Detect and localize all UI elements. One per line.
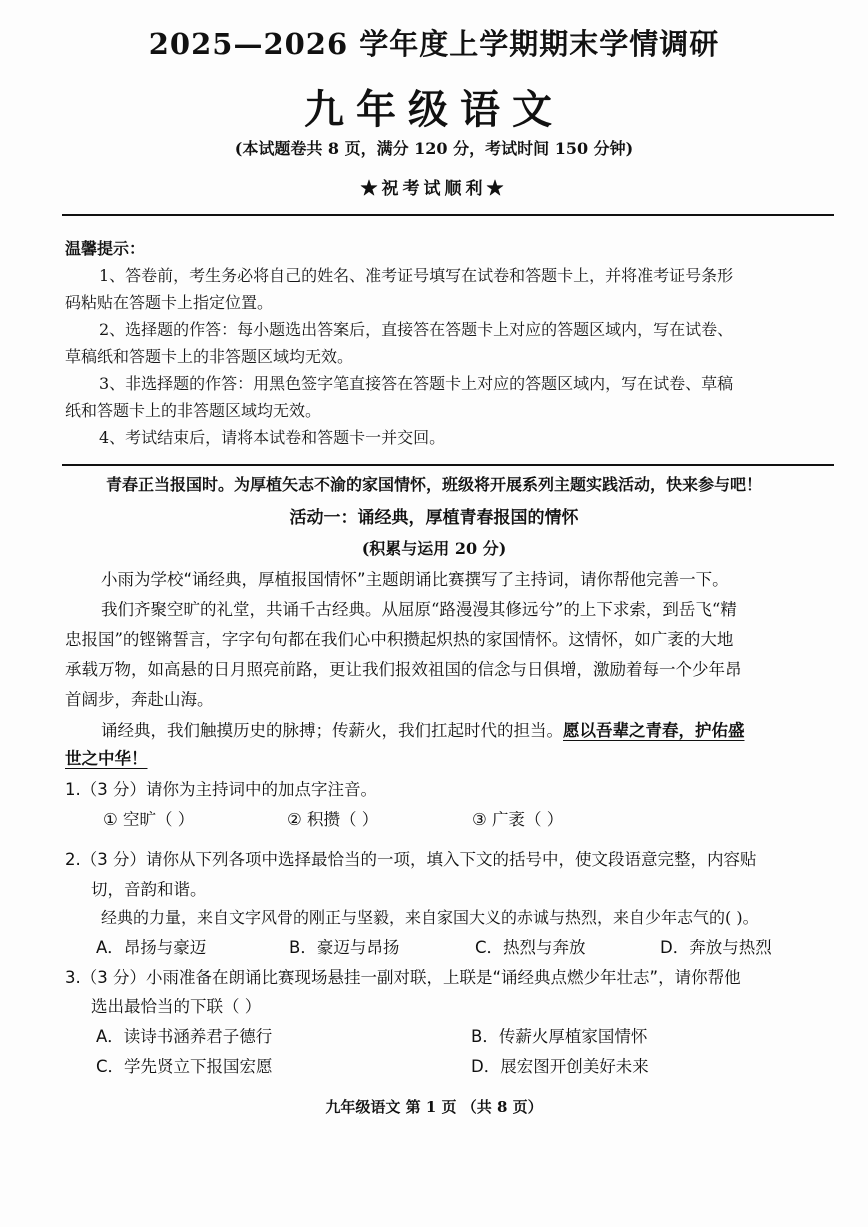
header-divider [62, 214, 834, 216]
intro-line: 青春正当报国时。为厚植矢志不渝的家国情怀，班级将开展系列主题实践活动，快来参与吧！ [105, 475, 762, 494]
q1-item-2: ② 积攒（ ） [287, 810, 379, 829]
exam-title: 2025—2026 学年度上学期期末学情调研 [148, 27, 720, 61]
notice-title: 温馨提示： [65, 239, 146, 258]
host-para-line-4: 首阔步，奔赴山海。 [65, 690, 214, 709]
host-para2-text: 诵经典，我们触摸历史的脉搏；传薪火，我们扛起时代的担当。 [101, 721, 563, 740]
good-luck-line: ★祝考试顺利★ [360, 179, 508, 199]
notice-item-3a: 3、非选择题的作答：用黑色签字笔直接答在答题卡上对应的答题区域内，写在试卷、草稿 [99, 374, 734, 393]
question-3-stem-b: 选出最恰当的下联（ ） [91, 997, 262, 1016]
q3-option-b: B．传薪火厚植家国情怀 [471, 1027, 648, 1046]
notice-item-1b: 码粘贴在答题卡上指定位置。 [65, 293, 274, 312]
activity-lead: 小雨为学校“诵经典，厚植报国情怀”主题朗诵比赛撰写了主持词，请你帮他完善一下。 [101, 570, 729, 589]
q3-option-d: D．展宏图开创美好未来 [471, 1057, 649, 1076]
question-3-stem-a: 3.（3 分）小雨准备在朗诵比赛现场悬挂一副对联，上联是“诵经典点燃少年壮志”，请你帮他 [65, 968, 741, 987]
notice-divider [62, 464, 834, 466]
underlined-sentence-end: 世之中华！ [65, 749, 148, 768]
question-1-stem: 1.（3 分）请你为主持词中的加点字注音。 [65, 780, 377, 799]
notice-item-2b: 草稿纸和答题卡上的非答题区域均无效。 [65, 347, 354, 366]
activity-title: 活动一：诵经典，厚植青春报国的情怀 [289, 508, 579, 528]
q2-option-a: A．昂扬与豪迈 [96, 938, 207, 957]
notice-item-3b: 纸和答题卡上的非答题区域均无效。 [65, 401, 322, 420]
question-2-stem-a: 2.（3 分）请你从下列各项中选择最恰当的一项，填入下文的括号中，使文段语意完整，内容贴 [65, 850, 757, 869]
subject-heading: 九年级语文 [304, 86, 564, 133]
activity-subtitle: (积累与运用 20 分) [361, 539, 507, 558]
question-2-passage: 经典的力量，来自文字风骨的刚正与坚毅，来自家国大义的赤诚与热烈，来自少年志气的( )。 [101, 908, 759, 927]
notice-item-4: 4、考试结束后，请将本试卷和答题卡一并交回。 [99, 428, 446, 447]
host-para-line-2: 忠报国”的铿锵誓言，字字句句都在我们心中积攒起炽热的家国情怀。这情怀，如广袤的大地 [65, 630, 734, 649]
question-2-stem-b: 切，音韵和谐。 [91, 880, 207, 899]
host-para2-line-1 [101, 717, 745, 741]
host-para-line-3: 承载万物，如高悬的日月照亮前路，更让我们报效祖国的信念与日俱增，激励着每一个少年昂 [65, 660, 742, 679]
notice-item-2a: 2、选择题的作答：每小题选出答案后，直接答在答题卡上对应的答题区域内，写在试卷、 [99, 320, 734, 339]
q2-option-c: C．热烈与奔放 [475, 938, 586, 957]
q1-item-3: ③ 广袤（ ） [472, 810, 564, 829]
q3-option-a: A．读诗书涵养君子德行 [96, 1027, 273, 1046]
q1-item-1: ① 空旷（ ） [103, 810, 195, 829]
q2-option-b: B．豪迈与昂扬 [289, 938, 400, 957]
notice-item-1a: 1、答卷前，考生务必将自己的姓名、准考证号填写在试卷和答题卡上，并将准考证号条形 [99, 266, 734, 285]
underlined-sentence: 愿以吾辈之青春，护佑盛 [563, 721, 745, 740]
q3-option-c: C．学先贤立下报国宏愿 [96, 1057, 273, 1076]
exam-info: (本试题卷共 8 页，满分 120 分，考试时间 150 分钟) [234, 139, 634, 158]
host-para-line-1: 我们齐聚空旷的礼堂，共诵千古经典。从屈原“路漫漫其修远兮”的上下求索，到岳飞“精 [101, 600, 737, 619]
page-footer: 九年级语文 第 1 页 （共 8 页） [325, 1098, 543, 1116]
q2-option-d: D．奔放与热烈 [660, 938, 772, 957]
